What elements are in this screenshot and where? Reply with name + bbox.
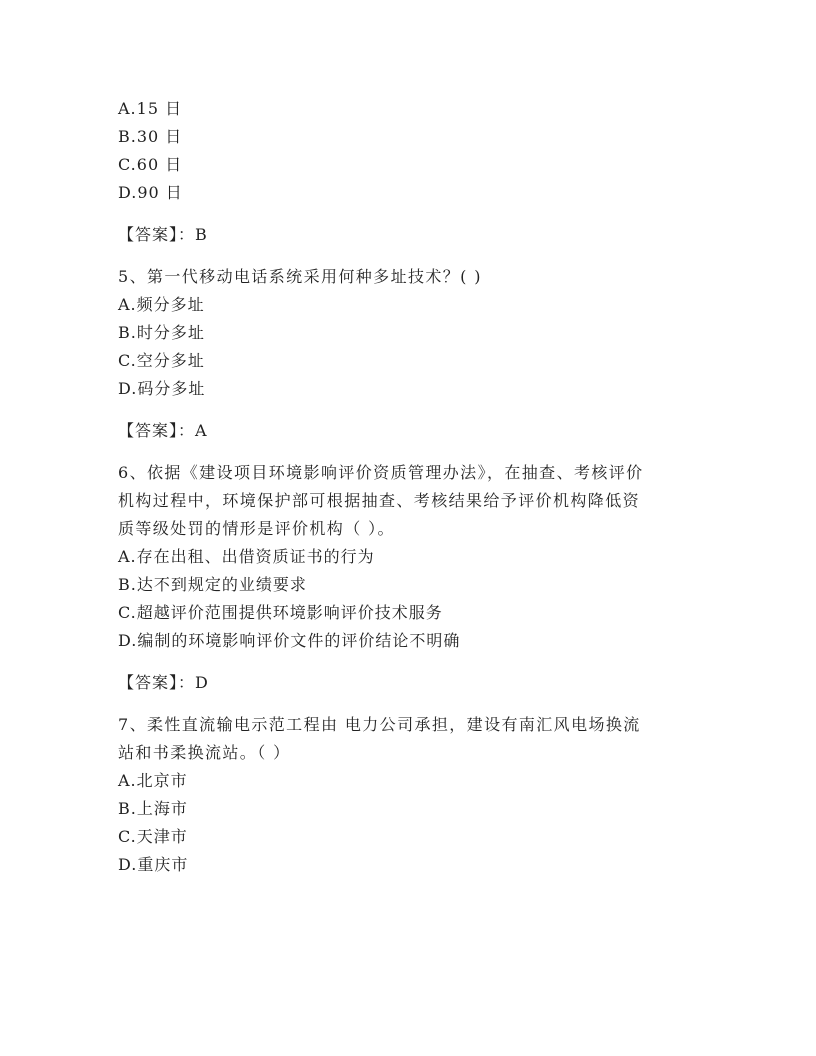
- option-b: B.30 日: [118, 127, 183, 146]
- option-d: D.90 日: [118, 183, 183, 202]
- question-5-stem: [118, 263, 718, 291]
- question-6-answer: 【答案】：D: [118, 673, 209, 692]
- option-d: D.编制的环境影响评价文件的评价结论不明确: [118, 631, 461, 650]
- option-b: B.达不到规定的业绩要求: [118, 575, 307, 594]
- question-6-options: [118, 543, 718, 655]
- option-b: B.时分多址: [118, 323, 205, 342]
- stem-line: 7、柔性直流输电示范工程由 电力公司承担，建设有南汇风电场换流: [118, 715, 641, 734]
- stem-line: 6、依据《建设项目环境影响评价资质管理办法》，在抽查、考核评价: [118, 463, 644, 482]
- stem-line: 5、第一代移动电话系统采用何种多址技术？( ): [118, 267, 482, 286]
- option-b: B.上海市: [118, 799, 188, 818]
- option-a: A.频分多址: [118, 295, 205, 314]
- option-c: C.超越评价范围提供环境影响评价技术服务: [118, 603, 443, 622]
- question-5-options: [118, 291, 718, 403]
- question-6-stem: [118, 459, 718, 543]
- option-c: C.空分多址: [118, 351, 205, 370]
- question-4-options: [118, 95, 718, 207]
- option-c: C.天津市: [118, 827, 188, 846]
- question-4-answer: 【答案】：B: [118, 225, 208, 244]
- option-d: D.重庆市: [118, 855, 189, 874]
- option-a: A.存在出租、出借资质证书的行为: [118, 547, 375, 566]
- question-5-answer: 【答案】：A: [118, 421, 208, 440]
- question-7-stem: [118, 711, 718, 767]
- stem-line: 站和书柔换流站。（ ）: [118, 743, 291, 762]
- stem-line: 机构过程中，环境保护部可根据抽查、考核结果给予评价机构降低资: [118, 491, 641, 510]
- question-7-options: [118, 767, 718, 879]
- option-a: A.北京市: [118, 771, 188, 790]
- option-d: D.码分多址: [118, 379, 206, 398]
- stem-line: 质等级处罚的情形是评价机构（ ）。: [118, 519, 395, 538]
- option-c: C.60 日: [118, 155, 183, 174]
- document-page: [118, 95, 718, 879]
- option-a: A.15 日: [118, 99, 183, 118]
